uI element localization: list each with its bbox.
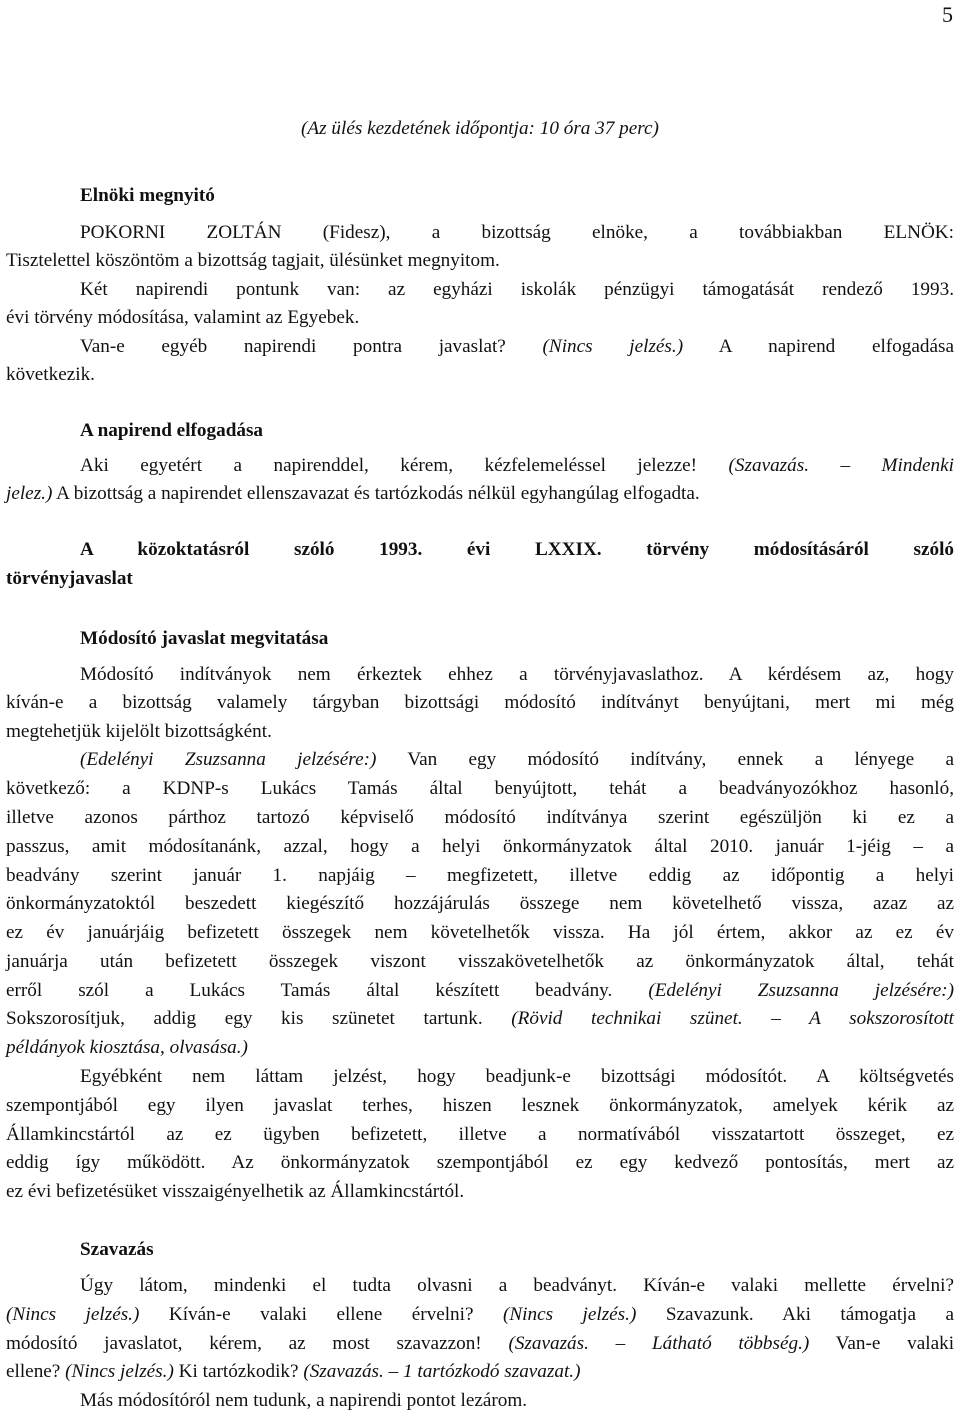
text-line: Aki egyetért a napirenddel, kérem, kézfelemeléssel jelezze! (Szavazás. – Mindenki (80, 455, 954, 476)
text-line: ellene? (Nincs jelzés.) Ki tartózkodik? (Szavazás. – 1 tartózkodó szavazat.) (6, 1361, 581, 1382)
text-line: jelez.) A bizottság a napirendet ellenszavazat és tartózkodás nélkül egyhangúlag elfogadta. (6, 483, 700, 504)
opening-time-note: (Az ülés kezdetének időpontja: 10 óra 37 perc) (301, 118, 659, 139)
heading-agenda-adoption: A napirend elfogadása (80, 420, 264, 441)
text-line: önkormányzatoktól beszedett kiegészítő hozzájárulás összege nem követelhető vissza, azaz az (6, 893, 954, 914)
text-line: Két napirendi pontunk van: az egyházi iskolák pénzügyi támogatását rendező 1993. (80, 279, 954, 300)
text-line: Egyébként nem láttam jelzést, hogy beadjunk-e bizottsági módosítót. A költségvetés (80, 1066, 954, 1087)
text-line: eddig így működött. Az önkormányzatok szempontjából ez egy kedvező pontosítás, mert az (6, 1152, 954, 1173)
text-line: megtehetjük kijelölt bizottságként. (6, 721, 272, 742)
text-line: Tisztelettel köszöntöm a bizottság tagjait, ülésünket megnyitom. (6, 250, 500, 271)
text-line: következik. (6, 364, 95, 385)
text-line: (Nincs jelzés.) Kíván-e valaki ellene érvelni? (Nincs jelzés.) Szavazunk. Aki támogatja a (6, 1304, 954, 1325)
text-line: (Edelényi Zsuzsanna jelzésére:) Van egy módosító indítvány, ennek a lényege a (80, 749, 955, 770)
text-line: évi törvény módosítása, valamint az Egyebek. (6, 307, 360, 328)
heading-vote: Szavazás (80, 1239, 154, 1260)
text-line: A közoktatásról szóló 1993. évi LXXIX. törvény módosításáról szóló (80, 539, 954, 560)
heading-chair-opening: Elnöki megnyitó (80, 185, 215, 206)
text-line: módosító javaslatot, kérem, az most szavazzon! (Szavazás. – Látható többség.) Van-e valaki (6, 1333, 955, 1354)
text-line: Módosító indítványok nem érkeztek ehhez a törvényjavaslathoz. A kérdésem az, hogy (80, 664, 954, 685)
text-line: ez évi befizetésüket visszaigényelhetik az Államkincstártól. (6, 1181, 465, 1202)
text-line: passzus, amit módosítanánk, azzal, hogy a helyi önkormányzatok által 2010. január 1-jéig – a (6, 836, 954, 857)
text-line: Úgy látom, mindenki el tudta olvasni a beadványt. Kíván-e valaki mellette érvelni? (80, 1275, 954, 1296)
heading-amendment-debate: Módosító javaslat megvitatása (80, 628, 329, 649)
text-line: Államkincstártól az ez ügyben befizetett, illetve a normatívából visszatartott összeget, ez (6, 1124, 954, 1145)
text-line: illetve azonos párthoz tartozó képviselő módosító indítványa szerint egészüljön ki ez a (6, 807, 954, 828)
text-line: erről szól a Lukács Tamás által készített beadvány. (Edelényi Zsuzsanna jelzésére:) (6, 980, 954, 1001)
text-line: beadvány szerint január 1. napjáig – megfizetett, illetve eddig az időpontig a helyi (6, 865, 954, 886)
text-line: januárja után befizetett összegek viszont visszakövetelhetők az önkormányzatok által, tehát (6, 951, 954, 972)
text-line: következő: a KDNP-s Lukács Tamás által benyújtott, tehát a beadványozókhoz hasonló, (6, 778, 954, 799)
text-line: POKORNI ZOLTÁN (Fidesz), a bizottság elnöke, a továbbiakban ELNÖK: (80, 222, 954, 243)
text-line: kíván-e a bizottság valamely tárgyban bizottsági módosító indítványt benyújtani, mert mi még (6, 692, 954, 713)
text-line: Más módosítóról nem tudunk, a napirendi pontot lezárom. (80, 1390, 528, 1411)
text-line: Sokszorosítjuk, addig egy kis szünetet tartunk. (Rövid technikai szünet. – A sokszorosított (6, 1008, 954, 1029)
text-line: példányok kiosztása, olvasása.) (6, 1037, 248, 1058)
text-line: Van-e egyéb napirendi pontra javaslat? (Nincs jelzés.) A napirend elfogadása (80, 336, 954, 357)
text-line: szempontjából egy ilyen javaslat terhes, hiszen lesznek önkormányzatok, amelyek kérik az (6, 1095, 954, 1116)
text-line: törvényjavaslat (6, 568, 133, 589)
text-line: ez év januárjáig befizetett összegek nem követelhetők vissza. Ha jól értem, akkor az ez év (6, 922, 954, 943)
page-number: 5 (942, 2, 953, 27)
